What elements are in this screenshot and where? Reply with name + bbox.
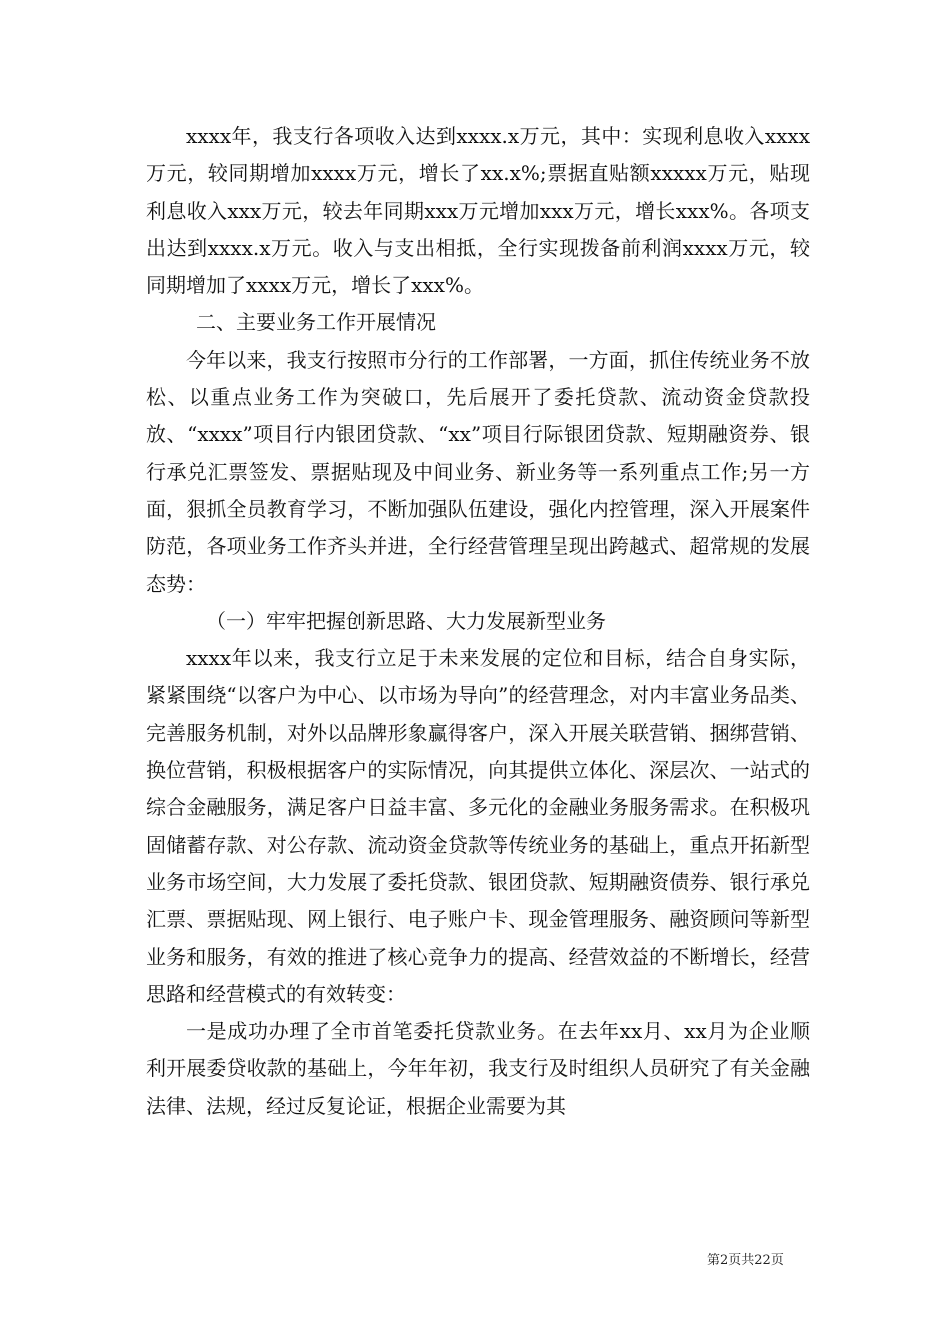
- subsection-heading-new-business: （一）牢牢把握创新思路、大力发展新型业务: [206, 608, 606, 633]
- paragraph-income-summary: xxxx年，我支行各项收入达到xxxx.x万元，其中：实现利息收入xxxx万元，较同期增加xxxx万元，增长了xx.x%;票据直贴额xxxxx万元，贴现利息收入xxx万元，较去年同期xxx万元增加xxx万元，增长xxx%。各项支出达到xxxx.x万元。收入与支出相抵，全行实现拨备前利润xxxx万元，较同期增加了xxxx万元，增长了xxx%。: [146, 124, 810, 298]
- paragraph-new-business-detail: xxxx年以来，我支行立足于未来发展的定位和目标，结合自身实际，紧紧围绕“以客户为中心、以市场为导向”的经营理念，对内丰富业务品类、完善服务机制，对外以品牌形象赢得客户，深入开展关联营销、捆绑营销、换位营销，积极根据客户的实际情况，向其提供立体化、深层次、一站式的综合金融服务，满足客户日益丰富、多元化的金融业务服务需求。在积极巩固储蓄存款、对公存款、流动资金贷款等传统业务的基础上，重点开拓新型业务市场空间，大力发展了委托贷款、银团贷款、短期融资债券、银行承兑汇票、票据贴现、网上银行、电子账户卡、现金管理服务、融资顾问等新型业务和服务，有效的推进了核心竞争力的提高、经营效益的不断增长，经营思路和经营模式的有效转变：: [146, 646, 810, 1006]
- document-body: [146, 118, 810, 1125]
- page-number: 第2页共22页: [707, 1253, 784, 1268]
- paragraph-business-overview: 今年以来，我支行按照市分行的工作部署，一方面，抓住传统业务不放松、以重点业务工作为突破口，先后展开了委托贷款、流动资金贷款投放、“xxxx”项目行内银团贷款、“xx”项目行际银团贷款、短期融资券、银行承兑汇票签发、票据贴现及中间业务、新业务等一系列重点工作;另一方面，狠抓全员教育学习，不断加强队伍建设，强化内控管理，深入开展案件防范，各项业务工作齐头并进，全行经营管理呈现出跨越式、超常规的发展态势：: [146, 347, 810, 596]
- section-heading-main-business: 二、主要业务工作开展情况: [196, 310, 436, 335]
- paragraph-entrusted-loan: 一是成功办理了全市首笔委托贷款业务。在去年xx月、xx月为企业顺利开展委贷收款的基础上，今年年初，我支行及时组织人员研究了有关金融法律、法规，经过反复论证，根据企业需要为其: [146, 1019, 810, 1118]
